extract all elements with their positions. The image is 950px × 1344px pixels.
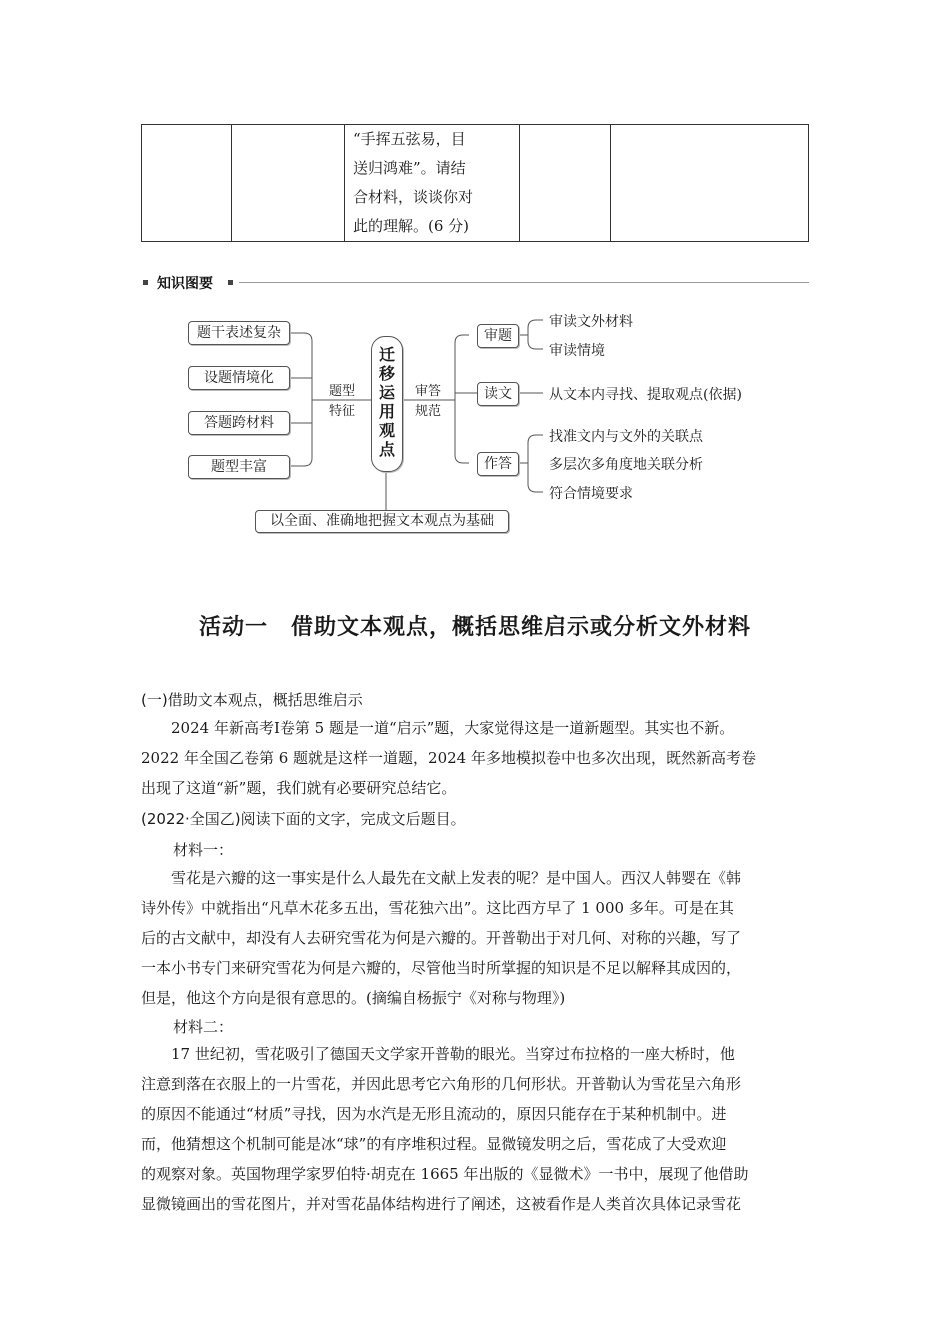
text-line: 2024 年新高考Ⅰ卷第 5 题是一道“启示”题，大家觉得这是一道新题型。其实也不新。 <box>171 719 735 737</box>
text-line: 17 世纪初，雪花吸引了德国天文学家开普勒的眼光。当穿过布拉格的一座大桥时，他 <box>171 1045 735 1063</box>
mm-connector-text: 特征 <box>328 404 355 419</box>
question-line: “手挥五弦易，目 <box>353 130 466 148</box>
material-2-label: 材料二： <box>173 1018 234 1036</box>
material-2-text <box>141 1039 809 1219</box>
mind-map-connectors <box>0 0 950 560</box>
text-line: 显微镜画出的雪花图片，并对雪花晶体结构进行了阐述，这被看作是人类首次具体记录雪花 <box>141 1195 742 1213</box>
question-line: 此的理解。(6 分) <box>353 217 470 235</box>
mm-point: 审读文外材料 <box>549 314 633 330</box>
text-line: 但是，他这个方向是很有意思的。(摘编自杨振宁《对称与物理》) <box>141 989 566 1007</box>
mm-point: 找准文内与文外的关联点 <box>549 429 703 445</box>
mm-left-connector <box>320 382 364 422</box>
mm-left-item: 题型丰富 <box>188 455 290 479</box>
material-1-label: 材料一： <box>173 841 234 859</box>
text-line: 一本小书专门来研究雪花为何是六瓣的，尽管他当时所掌握的知识是不足以解释其成因的， <box>141 959 742 977</box>
text-line: 注意到落在衣服上的一片雪花，并因此思考它六角形的几何形状。开普勒认为雪花呈六角形 <box>141 1075 742 1093</box>
text-line: 诗外传》中就指出“凡草木花多五出，雪花独六出”。这比西方早了 1 000 多年。可是在其 <box>141 899 734 917</box>
mm-left-item: 设题情境化 <box>188 366 290 390</box>
text-line: 的原因不能通过“材质”寻找，因为水汽是无形且流动的，原因只能存在于某种机制中。进 <box>141 1105 727 1123</box>
text-line: 2022 年全国乙卷第 6 题就是这样一道题，2024 年多地模拟卷中也多次出现，既然新高考卷 <box>141 749 756 767</box>
question-line: 送归鸿难”。请结 <box>353 159 466 177</box>
knowledge-map-title: 知识图要 <box>157 276 213 292</box>
text-line: 雪花是六瓣的这一事实是什么人最先在文献上发表的呢？是中国人。西汉人韩婴在《韩 <box>171 869 742 887</box>
source-line: (2022·全国乙)阅读下面的文字，完成文后题目。 <box>141 810 466 828</box>
mm-point: 审读情境 <box>549 343 605 359</box>
mm-branch-label: 审题 <box>477 324 519 348</box>
section-heading: (一)借助文本观点，概括思维启示 <box>141 691 363 709</box>
mm-base-node: 以全面、准确地把握文本观点为基础 <box>255 510 509 533</box>
mm-center-node <box>371 336 403 472</box>
activity-title: 活动一 借助文本观点，概括思维启示或分析文外材料 <box>198 615 751 640</box>
mm-point: 多层次多角度地关联分析 <box>549 457 703 473</box>
mm-center-text: 迁移运用观点 <box>378 345 395 459</box>
mm-left-item: 题干表述复杂 <box>188 321 290 345</box>
text-line: 出现了这道“新”题，我们就有必要研究总结它。 <box>141 779 457 797</box>
material-1-text <box>141 863 809 1013</box>
mm-connector-text: 题型 <box>328 384 355 399</box>
mm-branch-label: 读文 <box>477 382 519 406</box>
mm-point: 符合情境要求 <box>549 486 633 502</box>
mm-connector-text: 审答 <box>414 384 441 399</box>
mm-connector-text: 规范 <box>414 404 441 419</box>
mm-left-item: 答题跨材料 <box>188 411 290 435</box>
mm-branch-label: 作答 <box>477 452 519 476</box>
mm-right-connector <box>406 382 450 422</box>
text-line: 后的古文献中，却没有人去研究雪花为何是六瓣的。开普勒出于对几何、对称的兴趣，写了 <box>141 929 742 947</box>
intro-paragraph <box>141 713 809 803</box>
text-line: 而，他猜想这个机制可能是冰“球”的有序堆积过程。显微镜发明之后，雪花成了大受欢迎 <box>141 1135 727 1153</box>
question-line: 合材料，谈谈你对 <box>353 188 474 206</box>
mm-point: 从文本内寻找、提取观点(依据) <box>549 387 742 403</box>
text-line: 的观察对象。英国物理学家罗伯特·胡克在 1665 年出版的《显微术》一书中，展现了他借助 <box>141 1165 749 1183</box>
